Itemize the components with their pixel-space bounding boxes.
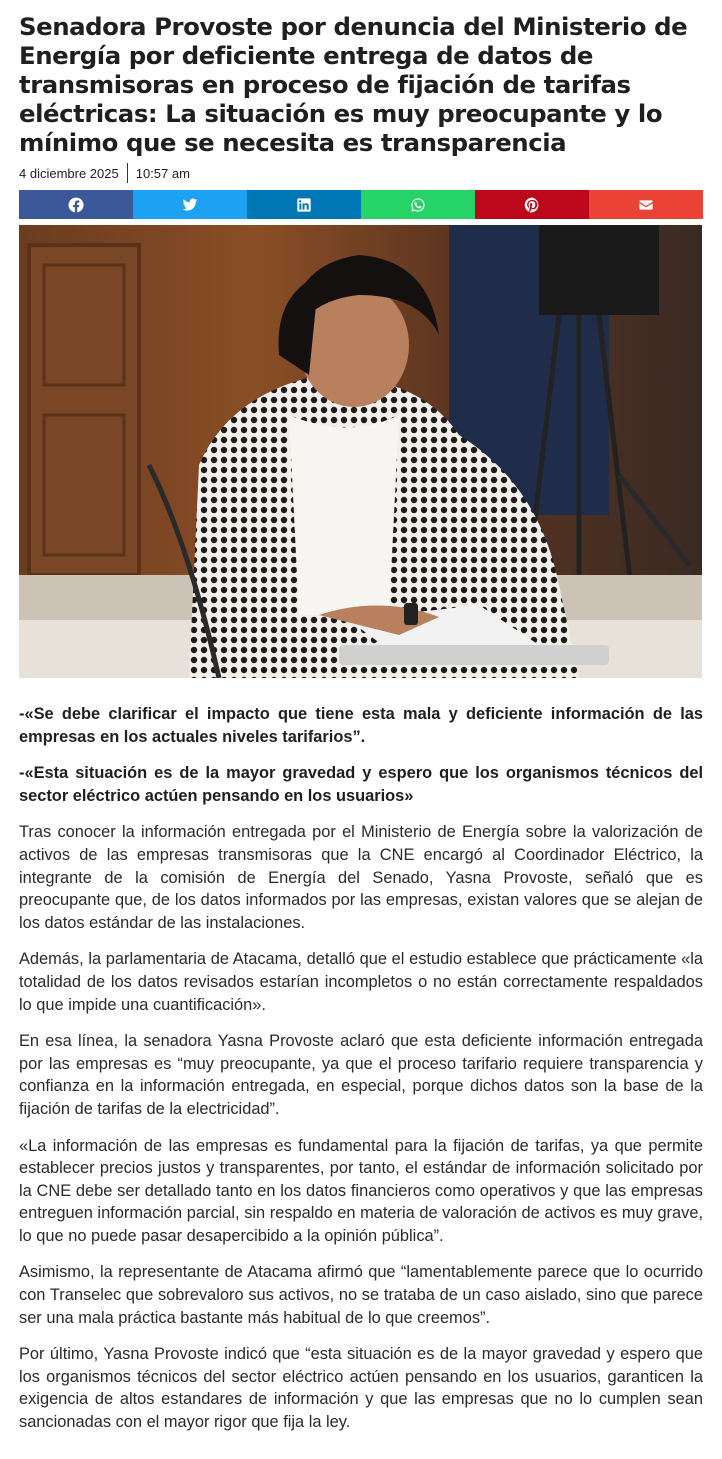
article-meta: [19, 163, 703, 183]
publish-time: 10:57 am: [135, 165, 190, 181]
share-linkedin-button[interactable]: [247, 190, 361, 219]
body-paragraph: En esa línea, la senadora Yasna Provoste aclaró que esta deficiente información entregada por las empresas es “muy preocupante, ya que el proceso tarifario requiere transparencia y confianza en la información entregada, en especial, porque dichos datos son la base de la fijación de tarifas de la electricidad”.: [19, 1032, 703, 1118]
share-twitter-button[interactable]: [133, 190, 247, 219]
lead-quote: -«Esta situación es de la mayor gravedad y espero que los organismos técnicos del sector eléctrico actúen pensando en los usuarios»: [19, 764, 703, 805]
body-paragraph: Asimismo, la representante de Atacama afirmó que “lamentablemente parece que lo ocurrido con Transelec que sobrevaloro sus activos, no se trataba de un caso aislado, sino que parece ser una mala práctica bastante más habitual de lo que creemos”.: [19, 1263, 703, 1327]
body-paragraph: Además, la parlamentaria de Atacama, detalló que el estudio establece que prácticamente «la totalidad de los datos revisados estarían incompletos o no están correctamente respaldados lo que impide una cuantificación».: [19, 950, 703, 1014]
twitter-icon: [182, 197, 198, 213]
share-pinterest-button[interactable]: [475, 190, 589, 219]
email-icon: [638, 197, 654, 213]
lead-quote: -«Se debe clarificar el impacto que tiene esta mala y deficiente información de las empresas en los actuales niveles tarifarios”.: [19, 705, 703, 746]
share-bar: [19, 190, 703, 219]
article-body: [19, 703, 703, 1434]
pinterest-icon: [524, 197, 540, 213]
article-title: Senadora Provoste por denuncia del Ministerio de Energía por deficiente entrega de datos de transmisoras en proceso de fijación de tarifas eléctricas: La situación es muy preocupante y lo mínimo que se necesita es transparencia: [19, 12, 688, 157]
meta-divider: [127, 163, 128, 183]
body-paragraph: Por último, Yasna Provoste indicó que “esta situación es de la mayor gravedad y espero que los organismos técnicos del sector eléctrico actúen pensando en los usuarios, garanticen la exigencia de altos estandares de información y que las empresas que no lo cumplen sean sancionadas con el mayor rigor que fija la ley.: [19, 1345, 703, 1432]
body-paragraph: «La información de las empresas es fundamental para la fijación de tarifas, ya que permite establecer precios justos y transparentes, por tanto, el estándar de información solicitado por la CNE debe ser detallado tanto en los datos financieros como operativos y que las empresas entreguen información parcial, sin respaldo en materia de valoración de activos es muy grave, lo que no puede pasar desapercibido a la opinión pública”.: [19, 1136, 703, 1245]
share-email-button[interactable]: [589, 190, 703, 219]
facebook-icon: [68, 197, 84, 213]
article-photo: [19, 225, 702, 678]
whatsapp-icon: [410, 197, 426, 213]
share-facebook-button[interactable]: [19, 190, 133, 219]
publish-date: 4 diciembre 2025: [19, 165, 119, 181]
body-paragraph: Tras conocer la información entregada por el Ministerio de Energía sobre la valorización de activos de las empresas transmisoras que la CNE encargó al Coordinador Eléctrico, la integrante de la comisión de Energía del Senado, Yasna Provoste, señaló que es preocupante que, de los datos informados por las empresas, existan valores que se alejan de los datos estándar de las instalaciones.: [19, 823, 703, 932]
share-whatsapp-button[interactable]: [361, 190, 475, 219]
linkedin-icon: [296, 197, 312, 213]
article: [0, 12, 722, 1434]
